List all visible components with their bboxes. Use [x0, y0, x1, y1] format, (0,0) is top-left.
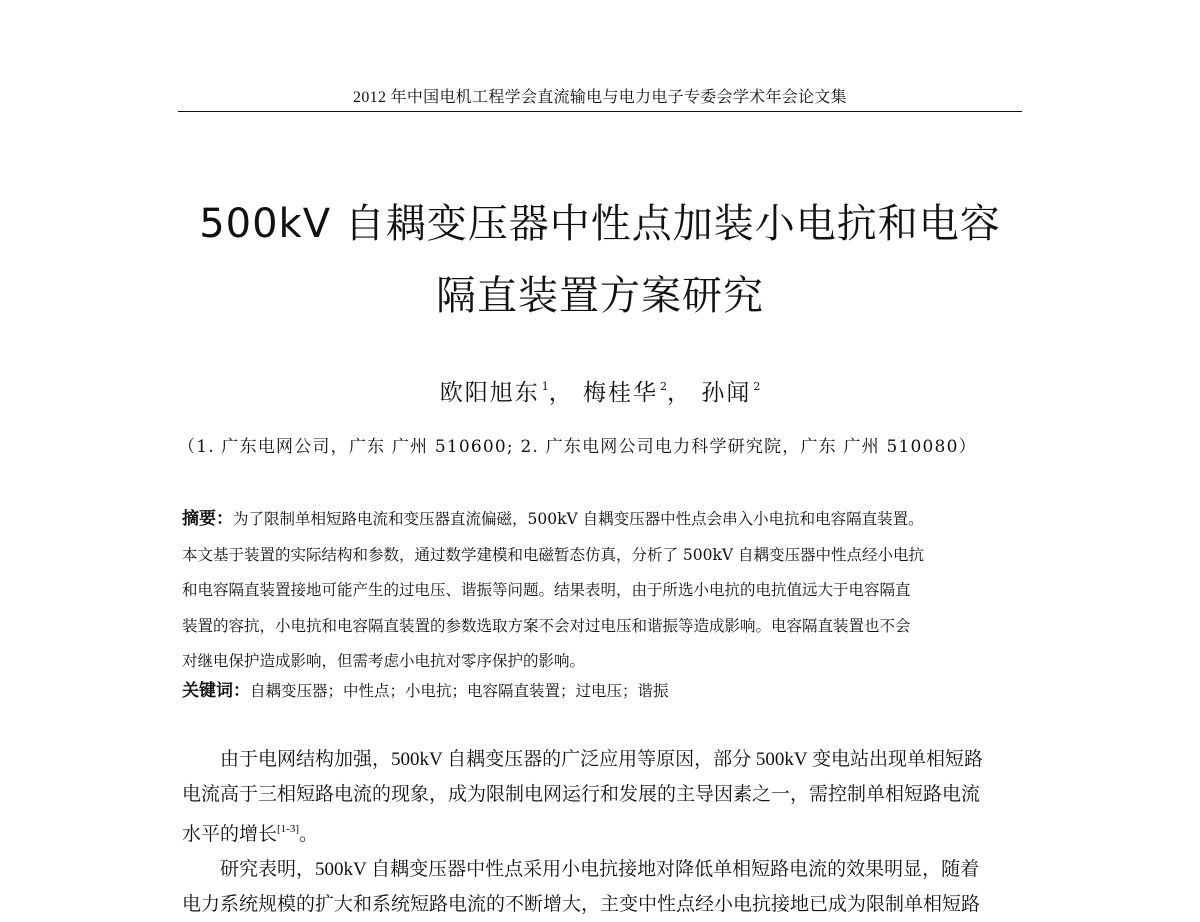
body-line: 由于电网结构加强，500kV 自耦变压器的广泛应用等原因，部分 500kV 变电站出现单相短路: [220, 749, 984, 770]
body-line: 电流高于三相短路电流的现象，成为限制电网运行和发展的主导因素之一，需控制单相短路电流: [182, 784, 981, 805]
body-line: 电力系统规模的扩大和系统短路电流的不断增大，主变中性点经小电抗接地已成为限制单相短路: [182, 894, 981, 915]
author-affiliation-mark: 1: [541, 380, 549, 393]
paper-title-line-1: 500kV 自耦变压器中性点加装小电抗和电容: [199, 201, 1001, 247]
affiliation-line: （1. 广东电网公司，广东 广州 510600; 2. 广东电网公司电力科学研究院，广东 广州 510080）: [178, 437, 977, 457]
author-name: 梅桂华: [583, 380, 658, 406]
author-separator: ，: [667, 380, 692, 406]
author-name: 欧阳旭东: [439, 380, 540, 406]
abstract-line: [182, 502, 1002, 538]
paper-title-line-2: 隔直装置方案研究: [436, 273, 764, 319]
body-text: [182, 742, 1022, 922]
author-separator: ，: [548, 380, 574, 406]
author-name: 孙闻: [701, 380, 752, 406]
body-line: 研究表明，500kV 自耦变压器中性点采用小电抗接地对降低单相短路电流的效果明显，随着: [220, 859, 980, 880]
keywords-text: 自耦变压器；中性点；小电抗；电容隔直装置；过电压；谐振: [250, 682, 669, 700]
abstract-text: 为了限制单相短路电流和变压器直流偏磁，500kV 自耦变压器中性点会串入小电抗和电容隔直装置。: [233, 510, 924, 528]
abstract-label: 摘要：: [182, 509, 233, 529]
header-rule: [178, 111, 1022, 112]
abstract-line: 装置的容抗，小电抗和电容隔直装置的参数选取方案不会对过电压和谐振等造成影响。电容隔直装置也不会: [182, 616, 911, 635]
author-affiliation-mark: 2: [753, 380, 761, 393]
abstract-line: 本文基于装置的实际结构和参数，通过数学建模和电磁暂态仿真，分析了 500kV 自耦变压器中性点经小电抗: [182, 545, 925, 564]
running-header: 2012 年中国电机工程学会直流输电与电力电子专委会学术年会论文集: [353, 89, 847, 106]
author-list: [150, 374, 1050, 407]
keywords-label: 关键词：: [182, 681, 250, 701]
author-affiliation-mark: 2: [660, 380, 667, 393]
abstract-line: 和电容隔直装置接地可能产生的过电压、谐振等问题。结果表明，由于所选小电抗的电抗值远大于电容隔直: [182, 581, 911, 599]
body-text-span: 。: [299, 824, 319, 845]
abstract-block: [182, 502, 1002, 680]
body-line: [182, 812, 1022, 852]
citation-ref: [1-3]: [277, 823, 300, 835]
abstract-line: 对继电保护造成影响，但需考虑小电抗对零序保护的影响。: [182, 652, 586, 670]
body-text-span: 水平的增长: [182, 824, 278, 845]
keywords-line: [182, 676, 1002, 701]
